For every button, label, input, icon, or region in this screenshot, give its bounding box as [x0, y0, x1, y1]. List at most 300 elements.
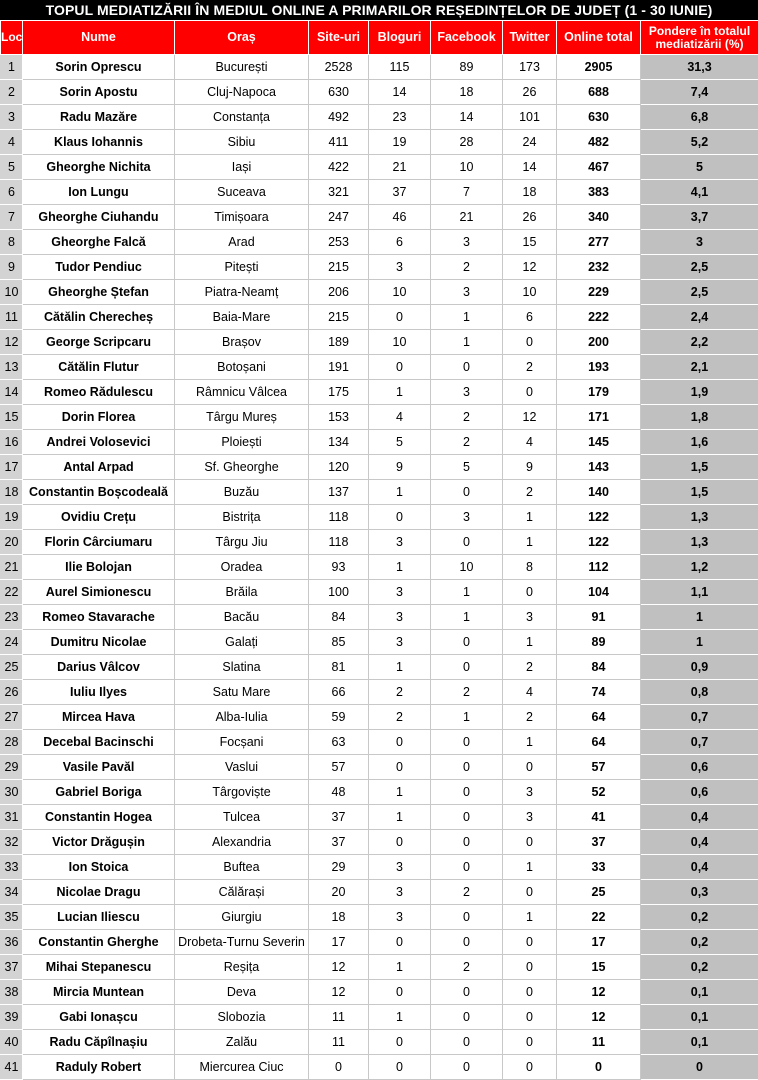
cell-facebook: 1	[431, 705, 503, 730]
cell-oras: Suceava	[175, 180, 309, 205]
cell-loc: 24	[1, 630, 23, 655]
cell-twitter: 101	[503, 105, 557, 130]
cell-oras: Târgu Jiu	[175, 530, 309, 555]
cell-facebook: 2	[431, 880, 503, 905]
cell-total: 15	[557, 955, 641, 980]
cell-pondere: 3	[641, 230, 758, 255]
cell-twitter: 15	[503, 230, 557, 255]
cell-total: 277	[557, 230, 641, 255]
cell-loc: 30	[1, 780, 23, 805]
cell-nume: Ilie Bolojan	[23, 555, 175, 580]
cell-site: 12	[309, 980, 369, 1005]
cell-nume: Ovidiu Crețu	[23, 505, 175, 530]
cell-loc: 9	[1, 255, 23, 280]
cell-loc: 1	[1, 55, 23, 80]
cell-loc: 18	[1, 480, 23, 505]
cell-nume: Darius Vâlcov	[23, 655, 175, 680]
cell-loc: 4	[1, 130, 23, 155]
table-row	[1, 480, 758, 505]
cell-oras: Galați	[175, 630, 309, 655]
cell-nume: Vasile Pavăl	[23, 755, 175, 780]
cell-oras: Miercurea Ciuc	[175, 1055, 309, 1080]
cell-facebook: 0	[431, 855, 503, 880]
cell-nume: Aurel Simionescu	[23, 580, 175, 605]
cell-bloguri: 0	[369, 980, 431, 1005]
table-row	[1, 305, 758, 330]
cell-bloguri: 3	[369, 855, 431, 880]
cell-nume: Mihai Stepanescu	[23, 955, 175, 980]
cell-oras: Focșani	[175, 730, 309, 755]
cell-site: 84	[309, 605, 369, 630]
cell-loc: 29	[1, 755, 23, 780]
table-row	[1, 505, 758, 530]
cell-total: 74	[557, 680, 641, 705]
cell-nume: Cătălin Cherecheș	[23, 305, 175, 330]
cell-nume: Mircea Hava	[23, 705, 175, 730]
cell-total: 232	[557, 255, 641, 280]
cell-nume: Constantin Boșcodeală	[23, 480, 175, 505]
cell-oras: Deva	[175, 980, 309, 1005]
cell-nume: Sorin Apostu	[23, 80, 175, 105]
cell-oras: Iași	[175, 155, 309, 180]
cell-facebook: 0	[431, 355, 503, 380]
cell-site: 247	[309, 205, 369, 230]
cell-loc: 7	[1, 205, 23, 230]
table-row	[1, 655, 758, 680]
cell-facebook: 21	[431, 205, 503, 230]
cell-twitter: 0	[503, 380, 557, 405]
cell-oras: Botoșani	[175, 355, 309, 380]
cell-facebook: 0	[431, 830, 503, 855]
table-row	[1, 905, 758, 930]
cell-total: 12	[557, 1005, 641, 1030]
cell-oras: Cluj-Napoca	[175, 80, 309, 105]
cell-oras: Sibiu	[175, 130, 309, 155]
cell-bloguri: 0	[369, 730, 431, 755]
cell-bloguri: 2	[369, 680, 431, 705]
cell-loc: 15	[1, 405, 23, 430]
cell-facebook: 0	[431, 980, 503, 1005]
cell-loc: 12	[1, 330, 23, 355]
cell-total: 41	[557, 805, 641, 830]
cell-nume: Ion Lungu	[23, 180, 175, 205]
cell-twitter: 2	[503, 705, 557, 730]
cell-nume: Dorin Florea	[23, 405, 175, 430]
cell-facebook: 10	[431, 155, 503, 180]
table-row	[1, 830, 758, 855]
cell-pondere: 0,7	[641, 705, 758, 730]
cell-total: 122	[557, 530, 641, 555]
cell-bloguri: 0	[369, 305, 431, 330]
cell-site: 20	[309, 880, 369, 905]
cell-pondere: 0,8	[641, 680, 758, 705]
cell-twitter: 1	[503, 855, 557, 880]
cell-loc: 38	[1, 980, 23, 1005]
cell-bloguri: 1	[369, 780, 431, 805]
cell-pondere: 0	[641, 1055, 758, 1080]
cell-bloguri: 6	[369, 230, 431, 255]
cell-site: 137	[309, 480, 369, 505]
cell-twitter: 0	[503, 755, 557, 780]
cell-oras: Vaslui	[175, 755, 309, 780]
cell-nume: Florin Cârciumaru	[23, 530, 175, 555]
cell-nume: Gheorghe Nichita	[23, 155, 175, 180]
cell-oras: Alexandria	[175, 830, 309, 855]
cell-loc: 25	[1, 655, 23, 680]
cell-site: 189	[309, 330, 369, 355]
cell-twitter: 24	[503, 130, 557, 155]
table-row	[1, 1030, 758, 1055]
cell-loc: 32	[1, 830, 23, 855]
cell-pondere: 5,2	[641, 130, 758, 155]
cell-pondere: 1,9	[641, 380, 758, 405]
cell-loc: 17	[1, 455, 23, 480]
cell-site: 0	[309, 1055, 369, 1080]
cell-oras: Zalău	[175, 1030, 309, 1055]
cell-nume: George Scripcaru	[23, 330, 175, 355]
cell-pondere: 0,1	[641, 1005, 758, 1030]
cell-site: 12	[309, 955, 369, 980]
cell-pondere: 4,1	[641, 180, 758, 205]
cell-oras: Târgu Mureș	[175, 405, 309, 430]
cell-loc: 20	[1, 530, 23, 555]
table-row	[1, 855, 758, 880]
cell-facebook: 89	[431, 55, 503, 80]
cell-site: 492	[309, 105, 369, 130]
table-row	[1, 530, 758, 555]
cell-oras: Timișoara	[175, 205, 309, 230]
cell-site: 59	[309, 705, 369, 730]
cell-site: 63	[309, 730, 369, 755]
cell-total: 57	[557, 755, 641, 780]
cell-nume: Gheorghe Ciuhandu	[23, 205, 175, 230]
cell-site: 411	[309, 130, 369, 155]
cell-site: 48	[309, 780, 369, 805]
cell-loc: 22	[1, 580, 23, 605]
ranking-table	[0, 20, 758, 1080]
cell-oras: Arad	[175, 230, 309, 255]
cell-oras: Reșița	[175, 955, 309, 980]
cell-oras: Drobeta-Turnu Severin	[175, 930, 309, 955]
cell-pondere: 0,7	[641, 730, 758, 755]
cell-bloguri: 1	[369, 655, 431, 680]
cell-total: 64	[557, 705, 641, 730]
cell-total: 11	[557, 1030, 641, 1055]
cell-twitter: 1	[503, 730, 557, 755]
cell-loc: 2	[1, 80, 23, 105]
table-row	[1, 180, 758, 205]
cell-total: 12	[557, 980, 641, 1005]
cell-facebook: 1	[431, 330, 503, 355]
cell-total: 0	[557, 1055, 641, 1080]
cell-twitter: 2	[503, 355, 557, 380]
cell-bloguri: 9	[369, 455, 431, 480]
cell-pondere: 5	[641, 155, 758, 180]
cell-twitter: 3	[503, 605, 557, 630]
table-row	[1, 1005, 758, 1030]
cell-facebook: 1	[431, 580, 503, 605]
cell-facebook: 0	[431, 1005, 503, 1030]
cell-site: 37	[309, 830, 369, 855]
header-oras: Oraș	[175, 21, 309, 55]
cell-oras: Brașov	[175, 330, 309, 355]
header-twitter: Twitter	[503, 21, 557, 55]
cell-nume: Klaus Iohannis	[23, 130, 175, 155]
cell-oras: Constanța	[175, 105, 309, 130]
cell-facebook: 3	[431, 505, 503, 530]
table-row	[1, 605, 758, 630]
cell-site: 253	[309, 230, 369, 255]
cell-pondere: 2,1	[641, 355, 758, 380]
cell-nume: Mircia Muntean	[23, 980, 175, 1005]
cell-pondere: 0,6	[641, 780, 758, 805]
table-row	[1, 330, 758, 355]
cell-facebook: 14	[431, 105, 503, 130]
cell-nume: Ion Stoica	[23, 855, 175, 880]
cell-facebook: 0	[431, 780, 503, 805]
table-row	[1, 680, 758, 705]
cell-site: 2528	[309, 55, 369, 80]
cell-twitter: 18	[503, 180, 557, 205]
cell-twitter: 0	[503, 1030, 557, 1055]
cell-total: 91	[557, 605, 641, 630]
cell-facebook: 10	[431, 555, 503, 580]
cell-oras: Alba-Iulia	[175, 705, 309, 730]
cell-nume: Gheorghe Falcă	[23, 230, 175, 255]
cell-loc: 33	[1, 855, 23, 880]
cell-oras: Giurgiu	[175, 905, 309, 930]
cell-facebook: 2	[431, 680, 503, 705]
cell-facebook: 2	[431, 405, 503, 430]
cell-pondere: 2,2	[641, 330, 758, 355]
cell-twitter: 1	[503, 905, 557, 930]
cell-loc: 13	[1, 355, 23, 380]
cell-pondere: 3,7	[641, 205, 758, 230]
cell-total: 193	[557, 355, 641, 380]
cell-pondere: 1,8	[641, 405, 758, 430]
cell-facebook: 1	[431, 605, 503, 630]
cell-facebook: 0	[431, 530, 503, 555]
cell-nume: Gheorghe Ștefan	[23, 280, 175, 305]
cell-total: 688	[557, 80, 641, 105]
cell-facebook: 0	[431, 1055, 503, 1080]
cell-total: 171	[557, 405, 641, 430]
table-row	[1, 755, 758, 780]
cell-total: 179	[557, 380, 641, 405]
cell-twitter: 173	[503, 55, 557, 80]
cell-oras: Râmnicu Vâlcea	[175, 380, 309, 405]
cell-total: 84	[557, 655, 641, 680]
cell-site: 215	[309, 305, 369, 330]
cell-bloguri: 1	[369, 805, 431, 830]
cell-twitter: 6	[503, 305, 557, 330]
cell-loc: 39	[1, 1005, 23, 1030]
table-row	[1, 705, 758, 730]
cell-facebook: 0	[431, 730, 503, 755]
cell-loc: 14	[1, 380, 23, 405]
cell-total: 112	[557, 555, 641, 580]
table-row	[1, 205, 758, 230]
table-title: TOPUL MEDIATIZĂRII ÎN MEDIUL ONLINE A PRIMARILOR REȘEDINȚELOR DE JUDEȚ (1 - 30 IUNIE)	[0, 0, 758, 20]
table-row	[1, 130, 758, 155]
cell-bloguri: 10	[369, 280, 431, 305]
cell-site: 153	[309, 405, 369, 430]
cell-total: 37	[557, 830, 641, 855]
cell-total: 52	[557, 780, 641, 805]
cell-loc: 31	[1, 805, 23, 830]
cell-facebook: 18	[431, 80, 503, 105]
cell-oras: Ploiești	[175, 430, 309, 455]
cell-pondere: 1	[641, 605, 758, 630]
cell-twitter: 0	[503, 830, 557, 855]
cell-oras: Bacău	[175, 605, 309, 630]
cell-bloguri: 3	[369, 255, 431, 280]
cell-facebook: 0	[431, 655, 503, 680]
cell-total: 64	[557, 730, 641, 755]
cell-oras: Slatina	[175, 655, 309, 680]
cell-bloguri: 3	[369, 880, 431, 905]
cell-facebook: 0	[431, 905, 503, 930]
cell-loc: 6	[1, 180, 23, 205]
cell-site: 93	[309, 555, 369, 580]
cell-oras: Călărași	[175, 880, 309, 905]
cell-total: 340	[557, 205, 641, 230]
cell-total: 383	[557, 180, 641, 205]
cell-twitter: 0	[503, 580, 557, 605]
cell-loc: 37	[1, 955, 23, 980]
table-row	[1, 230, 758, 255]
cell-pondere: 0,2	[641, 955, 758, 980]
cell-twitter: 3	[503, 805, 557, 830]
table-row	[1, 55, 758, 80]
cell-site: 422	[309, 155, 369, 180]
cell-facebook: 0	[431, 930, 503, 955]
cell-bloguri: 1	[369, 555, 431, 580]
cell-twitter: 4	[503, 430, 557, 455]
cell-bloguri: 46	[369, 205, 431, 230]
cell-twitter: 0	[503, 330, 557, 355]
cell-loc: 28	[1, 730, 23, 755]
cell-total: 2905	[557, 55, 641, 80]
cell-nume: Decebal Bacinschi	[23, 730, 175, 755]
cell-loc: 34	[1, 880, 23, 905]
cell-bloguri: 3	[369, 605, 431, 630]
cell-pondere: 0,4	[641, 805, 758, 830]
cell-pondere: 2,5	[641, 255, 758, 280]
cell-nume: Sorin Oprescu	[23, 55, 175, 80]
table-row	[1, 280, 758, 305]
cell-pondere: 1,5	[641, 455, 758, 480]
cell-site: 85	[309, 630, 369, 655]
cell-site: 29	[309, 855, 369, 880]
cell-pondere: 0,2	[641, 905, 758, 930]
cell-pondere: 1	[641, 630, 758, 655]
cell-nume: Andrei Volosevici	[23, 430, 175, 455]
cell-site: 206	[309, 280, 369, 305]
cell-twitter: 8	[503, 555, 557, 580]
cell-loc: 8	[1, 230, 23, 255]
cell-site: 81	[309, 655, 369, 680]
cell-loc: 3	[1, 105, 23, 130]
cell-site: 57	[309, 755, 369, 780]
cell-oras: Piatra-Neamț	[175, 280, 309, 305]
cell-nume: Antal Arpad	[23, 455, 175, 480]
cell-oras: Buzău	[175, 480, 309, 505]
cell-site: 191	[309, 355, 369, 380]
cell-pondere: 1,5	[641, 480, 758, 505]
cell-loc: 16	[1, 430, 23, 455]
table-row	[1, 780, 758, 805]
header-pondere-line1: Pondere în totalul	[649, 24, 750, 38]
cell-loc: 27	[1, 705, 23, 730]
cell-facebook: 2	[431, 255, 503, 280]
cell-pondere: 1,2	[641, 555, 758, 580]
cell-loc: 41	[1, 1055, 23, 1080]
cell-nume: Tudor Pendiuc	[23, 255, 175, 280]
cell-oras: Tulcea	[175, 805, 309, 830]
cell-total: 22	[557, 905, 641, 930]
cell-site: 66	[309, 680, 369, 705]
cell-pondere: 1,3	[641, 505, 758, 530]
cell-facebook: 7	[431, 180, 503, 205]
cell-bloguri: 0	[369, 1055, 431, 1080]
cell-bloguri: 19	[369, 130, 431, 155]
table-row	[1, 580, 758, 605]
cell-nume: Constantin Gherghe	[23, 930, 175, 955]
cell-pondere: 6,8	[641, 105, 758, 130]
cell-site: 118	[309, 530, 369, 555]
cell-nume: Victor Drăgușin	[23, 830, 175, 855]
table-row	[1, 930, 758, 955]
cell-pondere: 0,1	[641, 1030, 758, 1055]
cell-pondere: 2,4	[641, 305, 758, 330]
cell-oras: București	[175, 55, 309, 80]
cell-nume: Gabriel Boriga	[23, 780, 175, 805]
cell-bloguri: 0	[369, 930, 431, 955]
cell-bloguri: 0	[369, 505, 431, 530]
cell-total: 145	[557, 430, 641, 455]
cell-total: 33	[557, 855, 641, 880]
cell-facebook: 2	[431, 955, 503, 980]
cell-total: 140	[557, 480, 641, 505]
cell-facebook: 3	[431, 380, 503, 405]
cell-twitter: 1	[503, 530, 557, 555]
cell-nume: Cătălin Flutur	[23, 355, 175, 380]
table-row	[1, 155, 758, 180]
cell-pondere: 31,3	[641, 55, 758, 80]
cell-pondere: 0,4	[641, 855, 758, 880]
table-row	[1, 255, 758, 280]
cell-site: 118	[309, 505, 369, 530]
cell-pondere: 1,3	[641, 530, 758, 555]
table-row	[1, 430, 758, 455]
cell-bloguri: 0	[369, 755, 431, 780]
cell-oras: Slobozia	[175, 1005, 309, 1030]
cell-site: 37	[309, 805, 369, 830]
cell-oras: Buftea	[175, 855, 309, 880]
cell-site: 100	[309, 580, 369, 605]
table-row	[1, 805, 758, 830]
cell-total: 630	[557, 105, 641, 130]
cell-loc: 26	[1, 680, 23, 705]
cell-bloguri: 2	[369, 705, 431, 730]
cell-total: 143	[557, 455, 641, 480]
table-row	[1, 455, 758, 480]
cell-site: 11	[309, 1030, 369, 1055]
cell-twitter: 2	[503, 655, 557, 680]
cell-nume: Lucian Iliescu	[23, 905, 175, 930]
cell-bloguri: 23	[369, 105, 431, 130]
